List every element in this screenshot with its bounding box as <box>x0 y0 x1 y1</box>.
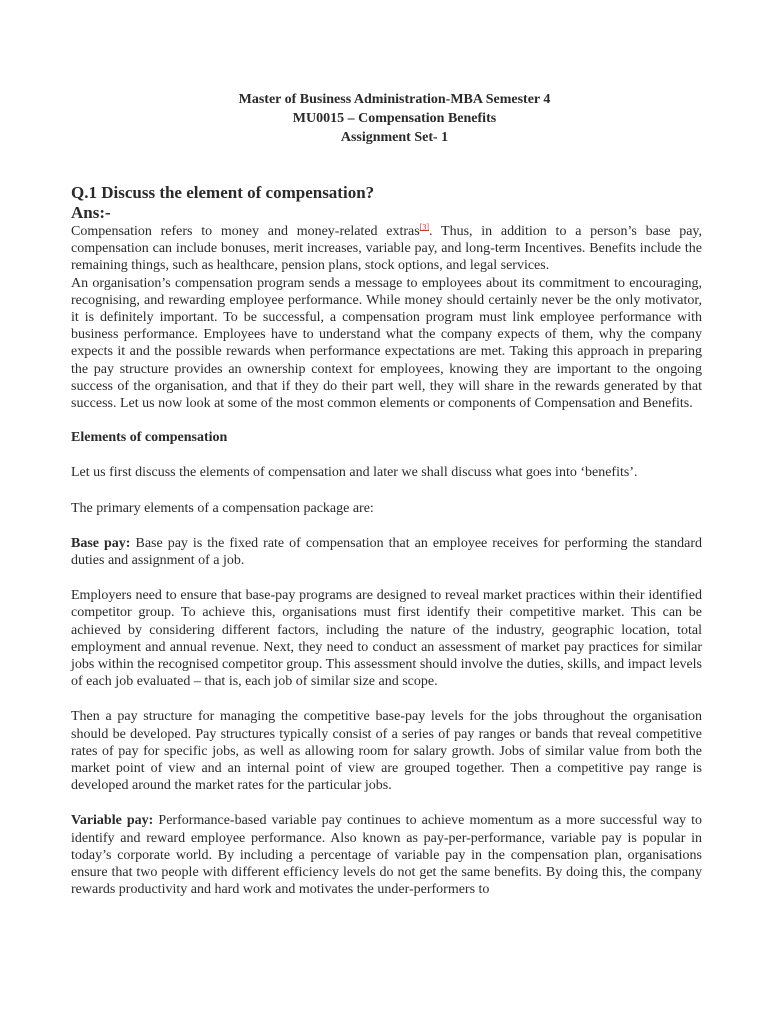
header-assignment: Assignment Set- 1 <box>340 130 449 145</box>
intro-paragraph-1 <box>71 223 702 275</box>
base-pay-term: Base pay: <box>71 535 131 551</box>
elements-intro-paragraph: Let us first discuss the elements of compensation and later we shall discuss what goes into ‘benefits’. <box>71 465 638 481</box>
variable-pay-text: Performance-based variable pay continues to achieve momentum as a more successful way to identify and reward employee performance. Also known as pay-per-performance, variable pay is popular in today’s corporate world. By including a percentage of variable pay in the compensation plan, organisations ensure that two people with different efficiency levels do not get the same benefits. By doing this, the company rewards productivity and hard work and motivates the under-performers to <box>71 813 702 898</box>
employers-paragraph: Employers need to ensure that base-pay programs are designed to reveal market practices within their identified competitor group. To achieve this, organisations must first identify their competitive market. This can be achieved by considering different factors, including the nature of the industry, geographic location, total employment and annual revenue. Next, they need to conduct an assessment of market pay practices for similar jobs within the recognised competitor group. This assessment should involve the duties, skills, and impact levels of each job evaluated – that is, each job of similar size and scope. <box>71 588 702 690</box>
intro-paragraph-2: An organisation’s compensation program sends a message to employees about its commitment to encouraging, recognising, and rewarding employee performance. While money should certainly never be the only motivator, it is definitely important. To be successful, a compensation program must link employee performance with business performance. Employees have to understand what the company expects of them, why the company expects it and the possible rewards when performance expectations are met. Taking this approach in preparing the pay structure provides an ownership context for employees, knowing they are important to the ongoing success of the organisation, and that if they do their part well, they will share in the rewards generated by that success. Let us now look at some of the most common elements or components of Compensation and Benefits. <box>71 275 702 412</box>
header-program: Master of Business Administration-MBA Semester 4 <box>238 92 551 107</box>
base-pay-paragraph <box>71 535 702 569</box>
question-title: Q.1 Discuss the element of compensation? <box>71 183 375 202</box>
intro-text-b: . Thus, in addition to a person’s base pay, compensation can include bonuses, merit increases, variable pay, and long-term Incentives. Benefits include the remaining things, such as healthcare, pension plans, stock options, and legal services. <box>71 224 702 274</box>
variable-pay-term: Variable pay: <box>71 813 154 829</box>
intro-text-a: Compensation refers to money and money-related extras <box>71 224 420 239</box>
section-heading: Elements of compensation <box>71 430 228 446</box>
base-pay-text: Base pay is the fixed rate of compensation that an employee receives for performing the standard duties and assignment of a job. <box>71 535 702 569</box>
header-course: MU0015 – Compensation Benefits <box>292 111 497 126</box>
citation-link[interactable]: [3] <box>419 222 430 232</box>
pay-structure-paragraph: Then a pay structure for managing the competitive base-pay levels for the jobs throughout the organisation should be developed. Pay structures typically consist of a series of pay ranges or bands that reveal competitive rates of pay for specific jobs, as well as allowing room for salary growth. Jobs of similar value from both the market point of view and an internal point of view are grouped together. Then a competitive pay range is developed around the market rates for the particular jobs. <box>71 709 702 794</box>
primary-elements-paragraph: The primary elements of a compensation package are: <box>71 500 374 516</box>
document-header <box>87 90 702 147</box>
variable-pay-paragraph <box>71 812 702 898</box>
answer-label: Ans:- <box>71 203 111 222</box>
